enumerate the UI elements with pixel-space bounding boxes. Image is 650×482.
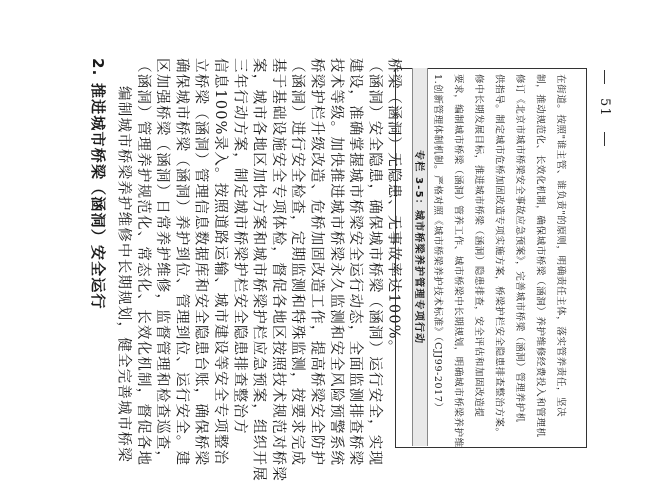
- body-line: 编制城市桥梁养护维修中长期规划，健全完善城市桥梁: [115, 86, 132, 463]
- note-line: 供指导。制定城市危桥加固改造专项实施方案，桥梁护栏安全隐患排查整治方案。: [493, 74, 505, 438]
- page-number: 51: [597, 98, 612, 117]
- body-line: 立桥梁（涵洞）管理信息数据库和安全隐患台账，确保桥梁: [192, 58, 209, 467]
- note-line: 制，推动规范化、长效化机制，确保城市桥梁（涵洞）养护维修经费投入和管理机: [534, 74, 546, 438]
- body-line: （涵洞）安全隐患，确保城市桥梁（涵洞）运行安全，实现: [366, 58, 383, 467]
- body-line: 案，城市各地区加快方案和城市桥梁护栏应急预案，组织开展: [250, 58, 267, 482]
- body-line: 确保城市桥梁（涵洞）养护到位、管理到位、运行安全。建: [173, 58, 190, 467]
- page-number-dash-bottom: [604, 132, 605, 146]
- body-line: 建设，准确掌握城市桥梁安全运行动态，全面监测排查桥梁: [347, 58, 364, 467]
- note-line: 1.创新管理体制机制。严格对照《城市桥梁养护技术标准》（CJJ99-2017）: [432, 74, 443, 413]
- body-line: 桥梁护栏升级改造、危桥加固改造工作，提高桥梁安全防护: [308, 58, 325, 467]
- note-line: 要求，编制城市桥梁（涵洞）管养工作、城市桥梁中长期规划，明确城市桥梁养护维: [452, 74, 464, 448]
- body-line: 桥梁（涵洞）无隐患、无事故率达100%。: [385, 58, 402, 356]
- body-line: 信息100%录入。按照道路运输、城市建设等安全专项整治: [212, 58, 228, 466]
- note-title: 专栏 3-5：城市桥梁养护管理专项行动: [413, 150, 424, 345]
- note-line: 修订《北京市城市桥梁安全事故应急预案》，完善城市桥梁（涵洞）管理养护机: [514, 74, 525, 423]
- section-heading: 2. 推进城市桥梁（涵洞）安全运行: [89, 58, 107, 310]
- body-line: 三年行动方案，制定城市桥梁护栏安全隐患排查整治方: [231, 58, 248, 435]
- body-line: 基于基础设施安全专项体检，督促各地区按照技术规范对桥梁: [269, 58, 286, 482]
- note-line: 修中长期发展目标，推进城市桥梁（涵洞）隐患排查，安全评估和加固改造提: [473, 74, 484, 418]
- body-line: （涵洞）进行安全检查，定期监测和特殊监测，按要求完成: [289, 58, 306, 467]
- page-number-dash-top: [604, 70, 605, 84]
- body-line: 技术等级。加快推进城市桥梁永久监测和安全风险预警系统: [327, 58, 344, 467]
- body-line: 区加强桥梁（涵洞）日常养护维修，监督管理和检查巡查，: [154, 58, 171, 467]
- note-line: 在街道。按照"谁主管、谁负责"的原则，明确责任主体，落实管养责任，坚决: [555, 74, 566, 418]
- body-line: （涵洞）管理养护规范化、常态化、长效化机制，督促各地: [134, 58, 151, 467]
